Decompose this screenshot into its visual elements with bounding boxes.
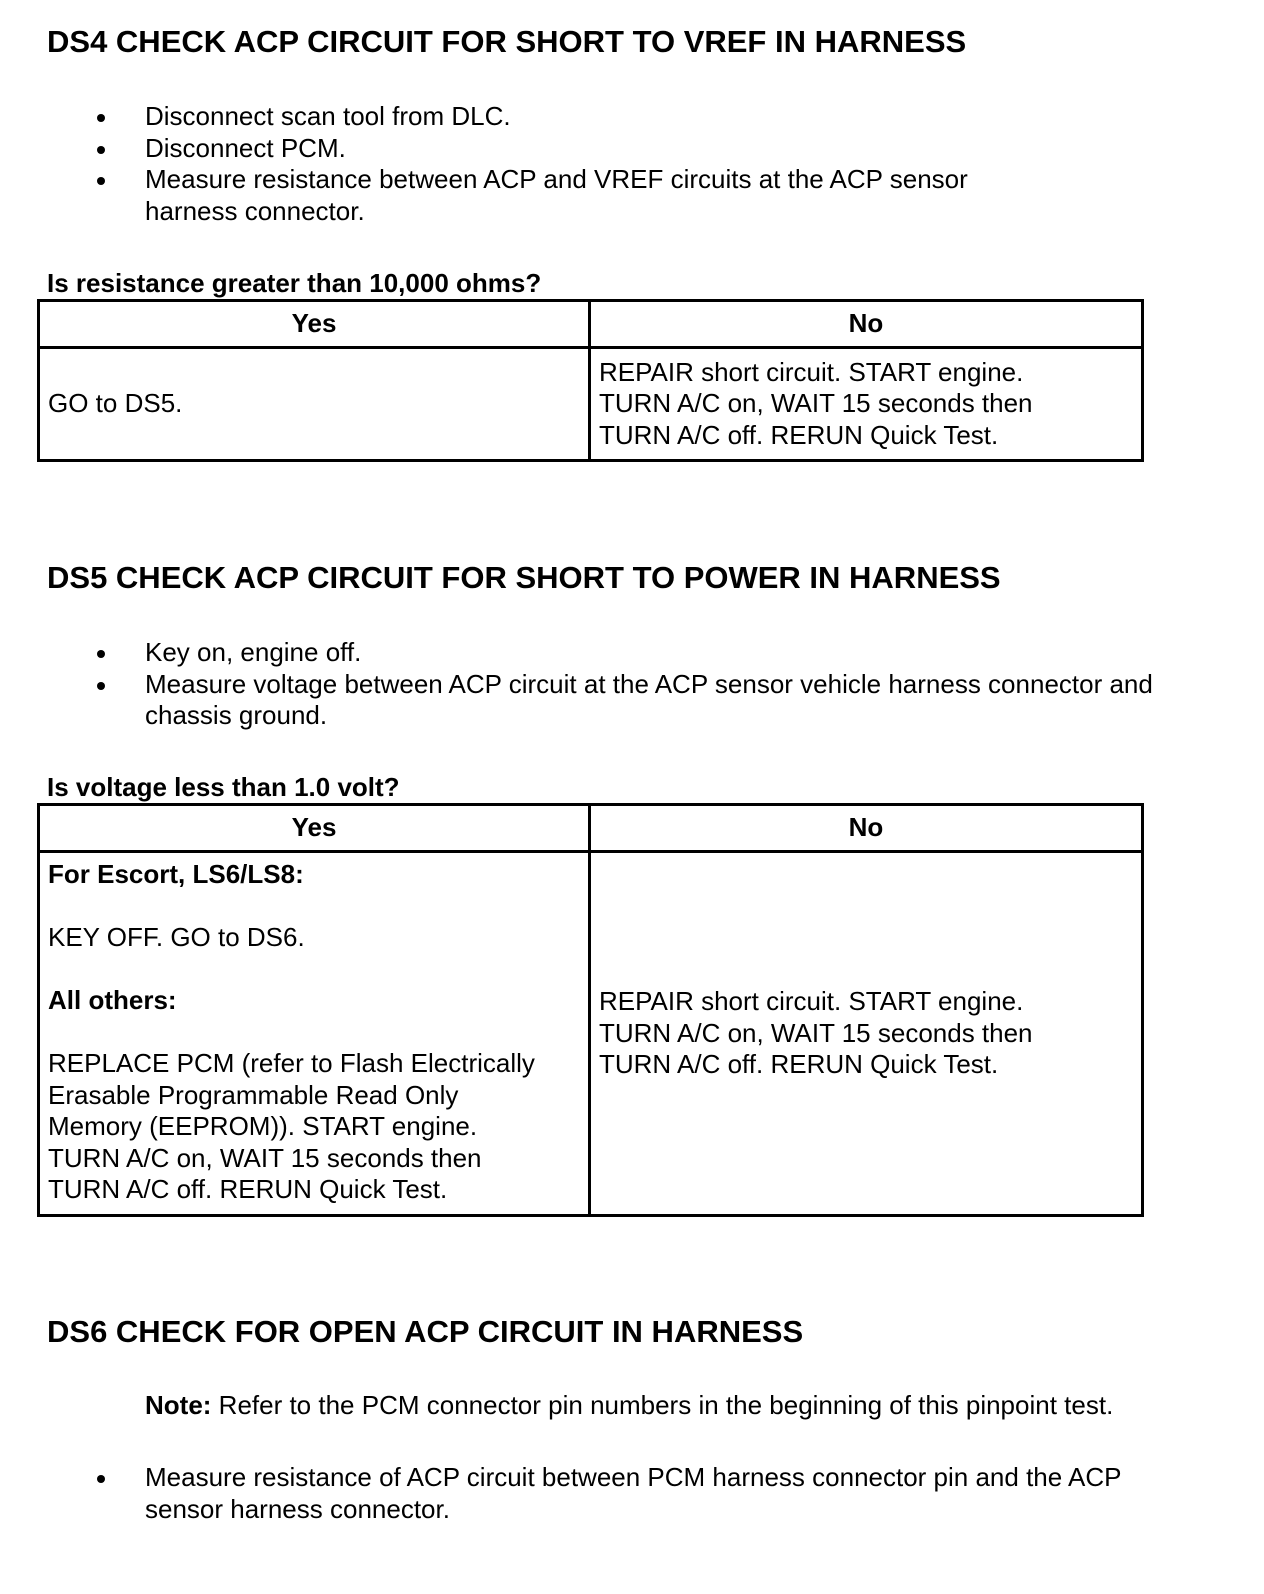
note-text: Refer to the PCM connector pin numbers in the beginning of this pinpoint test. <box>211 1390 1114 1420</box>
no-column-header: No <box>590 805 1143 852</box>
list-item: Key on, engine off. <box>47 637 1225 669</box>
ds5-yes-action: For Escort, LS6/LS8: KEY OFF. GO to DS6. All others: REPLACE PCM (refer to Flash Electrically Erasable Programmable Read Only Memory (EEPROM)). START engine. TURN A/C on, WAIT 15 seconds then TURN A/C off. RERUN Quick Test. <box>39 852 590 1216</box>
ds4-question: Is resistance greater than 10,000 ohms? <box>47 268 542 298</box>
yes-column-header: Yes <box>39 301 590 348</box>
ds5-decision-table <box>37 803 1144 1217</box>
bullet-icon <box>97 650 105 658</box>
ds5-title: DS5 CHECK ACP CIRCUIT FOR SHORT TO POWER IN HARNESS <box>47 560 1001 595</box>
ds5-steps <box>47 637 1230 732</box>
list-item: Disconnect PCM. <box>47 133 1225 165</box>
ds6-steps <box>47 1462 1185 1525</box>
group-label: For Escort, LS6/LS8: <box>48 859 304 889</box>
note-label: Note: <box>145 1390 212 1420</box>
list-item: Measure resistance between ACP and VREF circuits at the ACP sensor harness connector. <box>47 164 1035 227</box>
ds4-no-action: REPAIR short circuit. START engine. TURN A/C on, WAIT 15 seconds then TURN A/C off. RERUN Quick Test. <box>590 348 1143 461</box>
list-item: Disconnect scan tool from DLC. <box>47 101 1225 133</box>
group-label: All others: <box>48 985 177 1015</box>
bullet-icon <box>97 146 105 154</box>
ds4-yes-action: GO to DS5. <box>39 348 590 461</box>
ds4-title: DS4 CHECK ACP CIRCUIT FOR SHORT TO VREF IN HARNESS <box>47 24 967 59</box>
ds4-steps <box>47 101 1167 227</box>
yes-column-header: Yes <box>39 805 590 852</box>
ds6-title: DS6 CHECK FOR OPEN ACP CIRCUIT IN HARNESS <box>47 1314 804 1349</box>
bullet-icon <box>97 177 105 185</box>
ds4-decision-table <box>37 299 1144 462</box>
ds5-question: Is voltage less than 1.0 volt? <box>47 772 400 802</box>
no-column-header: No <box>590 301 1143 348</box>
ds6-note <box>145 1390 1113 1421</box>
bullet-icon <box>97 1475 105 1483</box>
bullet-icon <box>97 682 105 690</box>
bullet-icon <box>97 114 105 122</box>
list-item: Measure resistance of ACP circuit between PCM harness connector pin and the ACP sensor harness connector. <box>47 1462 1185 1525</box>
ds5-no-action: REPAIR short circuit. START engine. TURN A/C on, WAIT 15 seconds then TURN A/C off. RERUN Quick Test. <box>590 852 1143 1216</box>
list-item: Measure voltage between ACP circuit at the ACP sensor vehicle harness connector and chassis ground. <box>47 669 1230 732</box>
